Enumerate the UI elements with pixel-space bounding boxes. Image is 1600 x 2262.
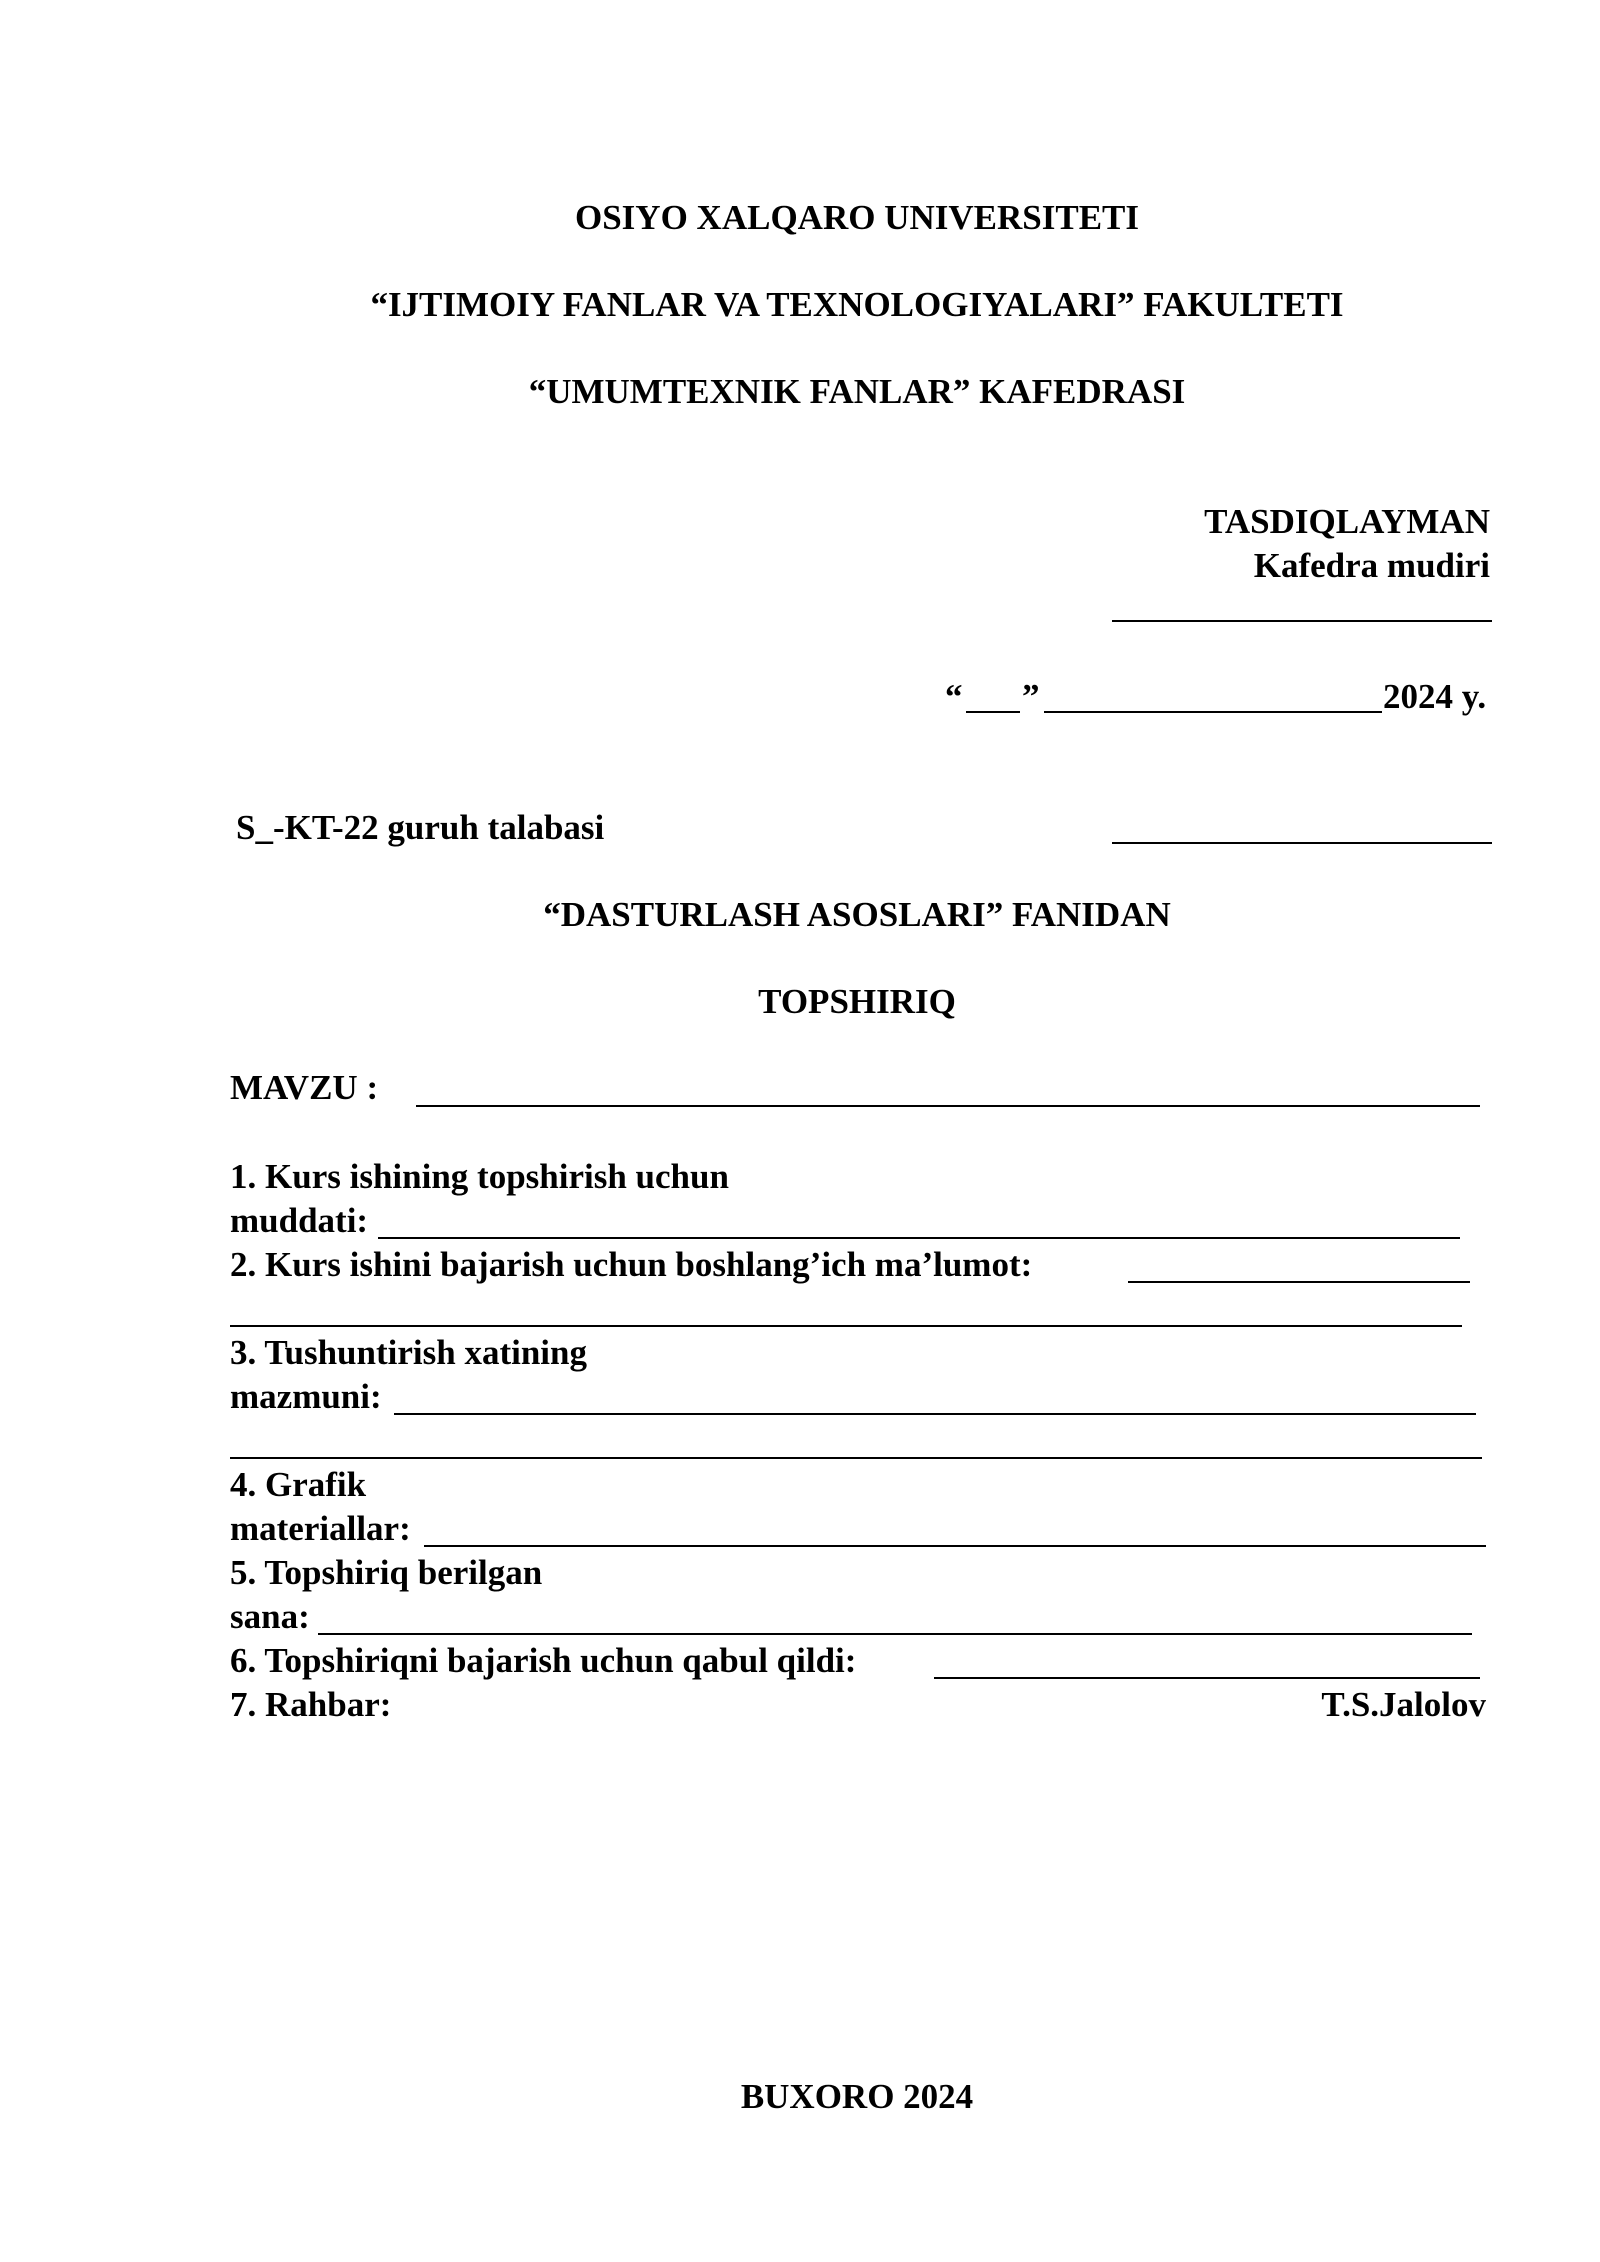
topic-label: MAVZU : <box>230 1068 379 1107</box>
university-name: OSIYO XALQARO UNIVERSITETI <box>574 198 1140 237</box>
item-5-line-1: 5. Topshiriq berilgan <box>230 1553 543 1592</box>
item-3-line-2: mazmuni: <box>230 1377 382 1416</box>
item-5-line-2: sana: <box>230 1597 310 1636</box>
item-6-line <box>934 1677 1480 1679</box>
approval-signature-line <box>1112 620 1492 622</box>
topic-line <box>416 1105 1480 1107</box>
item-2-line-b <box>230 1325 1462 1327</box>
footer-city-year: BUXORO 2024 <box>740 2077 974 2116</box>
item-1-line <box>378 1237 1460 1239</box>
item-3-line-1: 3. Tushuntirish xatining <box>230 1333 587 1372</box>
item-1-line-2: muddati: <box>230 1201 369 1240</box>
approval-day-blank <box>966 711 1020 713</box>
item-2-line-a <box>1128 1281 1470 1283</box>
item-1-line-1: 1. Kurs ishining topshirish uchun <box>230 1157 729 1196</box>
faculty-name: “IJTIMOIY FANLAR VA TEXNOLOGIYALARI” FAKULTETI <box>370 285 1344 324</box>
approval-title: TASDIQLAYMAN <box>1204 502 1490 541</box>
item-6-text: 6. Topshiriqni bajarish uchun qabul qildi: <box>230 1641 857 1680</box>
item-2-text: 2. Kurs ishini bajarish uchun boshlang’ich ma’lumot: <box>230 1245 1033 1284</box>
item-4-line-1: 4. Grafik <box>230 1465 367 1504</box>
document-type: TOPSHIRIQ <box>758 982 956 1021</box>
subject-title: “DASTURLASH ASOSLARI” FANIDAN <box>543 895 1171 934</box>
item-5-line <box>318 1633 1472 1635</box>
item-3-line-a <box>394 1413 1476 1415</box>
approval-date-open-quote: “ <box>945 677 963 716</box>
student-name-line <box>1112 842 1492 844</box>
student-group: S_-KT-22 guruh talabasi <box>236 808 605 847</box>
approval-date-close-quote: ” <box>1022 677 1040 716</box>
supervisor-name: T.S.Jalolov <box>1321 1685 1486 1724</box>
approval-head: Kafedra mudiri <box>1253 546 1490 585</box>
item-3-line-b <box>230 1457 1482 1459</box>
approval-year: 2024 y. <box>1383 677 1487 716</box>
department-name: “UMUMTEXNIK FANLAR” KAFEDRASI <box>528 372 1186 411</box>
item-7-text: 7. Rahbar: <box>230 1685 392 1724</box>
item-4-line-2: materiallar: <box>230 1509 411 1548</box>
approval-month-blank <box>1044 711 1382 713</box>
item-4-line <box>424 1545 1486 1547</box>
